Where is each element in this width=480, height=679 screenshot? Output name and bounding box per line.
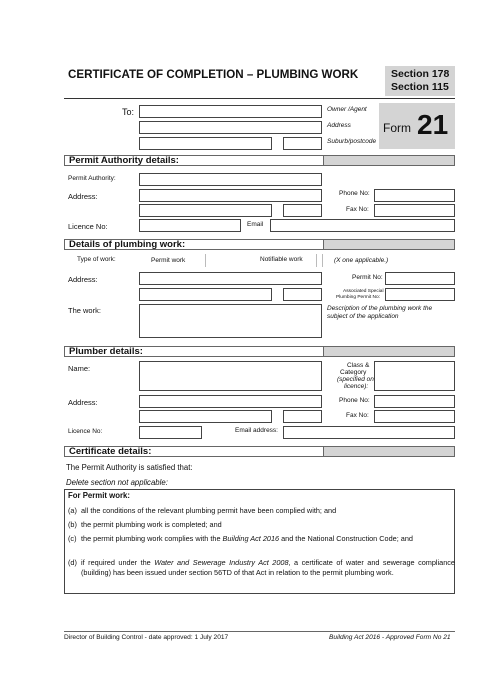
plumber-address-field-2[interactable] bbox=[139, 410, 272, 423]
pa-address-field-2[interactable] bbox=[139, 204, 272, 217]
checkbox-divider bbox=[322, 254, 323, 267]
plumber-licence-field[interactable] bbox=[139, 426, 202, 439]
condition-b-num: (b) bbox=[68, 520, 77, 529]
footer-right: Building Act 2016 - Approved Form No 21 bbox=[329, 634, 451, 641]
pa-licence-label: Licence No: bbox=[68, 222, 108, 231]
plumber-heading bbox=[64, 346, 455, 357]
work-desc-1: Description of the plumbing work the bbox=[327, 305, 433, 312]
suburb-postcode-label: Suburb/postcode bbox=[327, 138, 377, 145]
option-permit-work[interactable]: Permit work bbox=[151, 257, 186, 264]
assoc-permit-label-2: Plumbing Permit No: bbox=[336, 295, 380, 300]
owner-agent-label: Owner /Agent bbox=[327, 106, 367, 113]
work-postcode-field[interactable] bbox=[283, 288, 322, 301]
plumber-email-field[interactable] bbox=[283, 426, 455, 439]
owner-suburb-field[interactable] bbox=[139, 137, 272, 150]
plumber-heading-text: Plumber details: bbox=[69, 346, 143, 357]
plumber-fax-label: Fax No: bbox=[346, 412, 369, 419]
section-115: Section 115 bbox=[391, 81, 449, 93]
assoc-permit-label-1: Associated Special bbox=[343, 289, 384, 294]
plumber-name-label: Name: bbox=[68, 364, 91, 373]
permit-authority-heading bbox=[64, 155, 455, 166]
permit-authority-label: Permit Authority: bbox=[68, 175, 116, 182]
pa-address-label: Address: bbox=[68, 192, 98, 201]
condition-d-pre: if required under the bbox=[81, 558, 155, 567]
certificate-heading-text: Certificate details: bbox=[69, 446, 152, 457]
section-badge bbox=[385, 66, 455, 96]
certificate-heading bbox=[64, 446, 455, 457]
class-label-2: Category bbox=[340, 369, 367, 376]
pa-fax-field[interactable] bbox=[374, 204, 455, 217]
header-rule bbox=[64, 98, 455, 99]
to-label: To: bbox=[122, 107, 135, 117]
for-permit-work-heading: For Permit work: bbox=[68, 491, 130, 500]
work-address-label: Address: bbox=[68, 275, 98, 284]
plumber-address-field-1[interactable] bbox=[139, 395, 322, 408]
condition-d-num: (d) bbox=[68, 558, 77, 567]
plumbing-work-heading bbox=[64, 239, 455, 250]
condition-a-text: all the conditions of the relevant plumbing permit have been complied with; and bbox=[81, 506, 337, 515]
x-one-note: (X one applicable.) bbox=[334, 257, 389, 264]
condition-c-pre: the permit plumbing work complies with the bbox=[81, 534, 223, 543]
plumber-fax-field[interactable] bbox=[374, 410, 455, 423]
plumber-licence-label: Licence No: bbox=[68, 428, 103, 435]
pa-email-label: Email bbox=[247, 221, 264, 228]
condition-a-num: (a) bbox=[68, 506, 77, 515]
form-word: Form bbox=[383, 121, 411, 135]
owner-address-label: Address bbox=[327, 122, 351, 129]
owner-address-field[interactable] bbox=[139, 121, 322, 134]
class-label-4: licence): bbox=[344, 383, 369, 390]
option-notifiable-work[interactable]: Notifiable work bbox=[260, 256, 303, 263]
work-address-field-1[interactable] bbox=[139, 272, 322, 285]
page-title: CERTIFICATE OF COMPLETION – PLUMBING WORK bbox=[68, 68, 359, 81]
condition-d-post: , a certificate of water and sewerage compliance (building) has been issued under section 56TD of that Act in relation to the permit plumbing work. bbox=[81, 558, 455, 577]
condition-c-post: and the National Construction Code; and bbox=[279, 534, 413, 543]
footer-left: Director of Building Control - date approved: 1 July 2017 bbox=[64, 634, 229, 641]
footer-rule bbox=[64, 631, 455, 632]
condition-c-text bbox=[81, 534, 455, 544]
plumber-email-label: Email address: bbox=[235, 427, 278, 434]
permit-authority-heading-text: Permit Authority details: bbox=[69, 155, 179, 166]
the-work-label: The work: bbox=[68, 306, 101, 315]
notifiable-work-checkbox[interactable] bbox=[316, 254, 317, 267]
pa-fax-label: Fax No: bbox=[346, 206, 369, 213]
class-label-3: (specified on bbox=[337, 376, 374, 383]
type-of-work-label: Type of work: bbox=[77, 256, 116, 263]
pa-phone-label: Phone No: bbox=[339, 190, 370, 197]
work-desc-2: subject of the application bbox=[327, 313, 399, 320]
plumber-phone-field[interactable] bbox=[374, 395, 455, 408]
the-work-field[interactable] bbox=[139, 304, 322, 338]
pa-licence-field[interactable] bbox=[139, 219, 241, 232]
satisfied-text: The Permit Authority is satisfied that: bbox=[66, 463, 193, 472]
delete-note: Delete section not applicable: bbox=[66, 478, 168, 487]
permit-no-field[interactable] bbox=[385, 272, 455, 285]
permit-no-label: Permit No: bbox=[352, 274, 383, 281]
plumber-name-field[interactable] bbox=[139, 361, 322, 391]
plumber-phone-label: Phone No: bbox=[339, 397, 370, 404]
pa-email-field[interactable] bbox=[270, 219, 455, 232]
class-label-1: Class & bbox=[347, 362, 370, 369]
pa-phone-field[interactable] bbox=[374, 189, 455, 202]
form-number-box bbox=[379, 103, 455, 149]
condition-d-act: Water and Sewerage Industry Act 2008 bbox=[154, 558, 289, 567]
work-address-field-2[interactable] bbox=[139, 288, 272, 301]
pa-postcode-field[interactable] bbox=[283, 204, 322, 217]
plumber-postcode-field[interactable] bbox=[283, 410, 322, 423]
permit-authority-field[interactable] bbox=[139, 173, 322, 186]
condition-c-num: (c) bbox=[68, 534, 77, 543]
form-number: 21 bbox=[417, 109, 449, 140]
condition-c-act: Building Act 2016 bbox=[222, 534, 280, 543]
class-category-field[interactable] bbox=[374, 361, 455, 391]
permit-work-checkbox[interactable] bbox=[205, 254, 206, 267]
owner-agent-field[interactable] bbox=[139, 105, 322, 118]
condition-b-text: the permit plumbing work is completed; and bbox=[81, 520, 222, 529]
pa-address-field-1[interactable] bbox=[139, 189, 322, 202]
plumbing-work-heading-text: Details of plumbing work: bbox=[69, 239, 186, 250]
condition-d-text bbox=[81, 558, 455, 577]
section-178: Section 178 bbox=[391, 68, 450, 80]
plumber-address-label: Address: bbox=[68, 398, 98, 407]
owner-postcode-field[interactable] bbox=[283, 137, 322, 150]
assoc-permit-field[interactable] bbox=[385, 288, 455, 301]
